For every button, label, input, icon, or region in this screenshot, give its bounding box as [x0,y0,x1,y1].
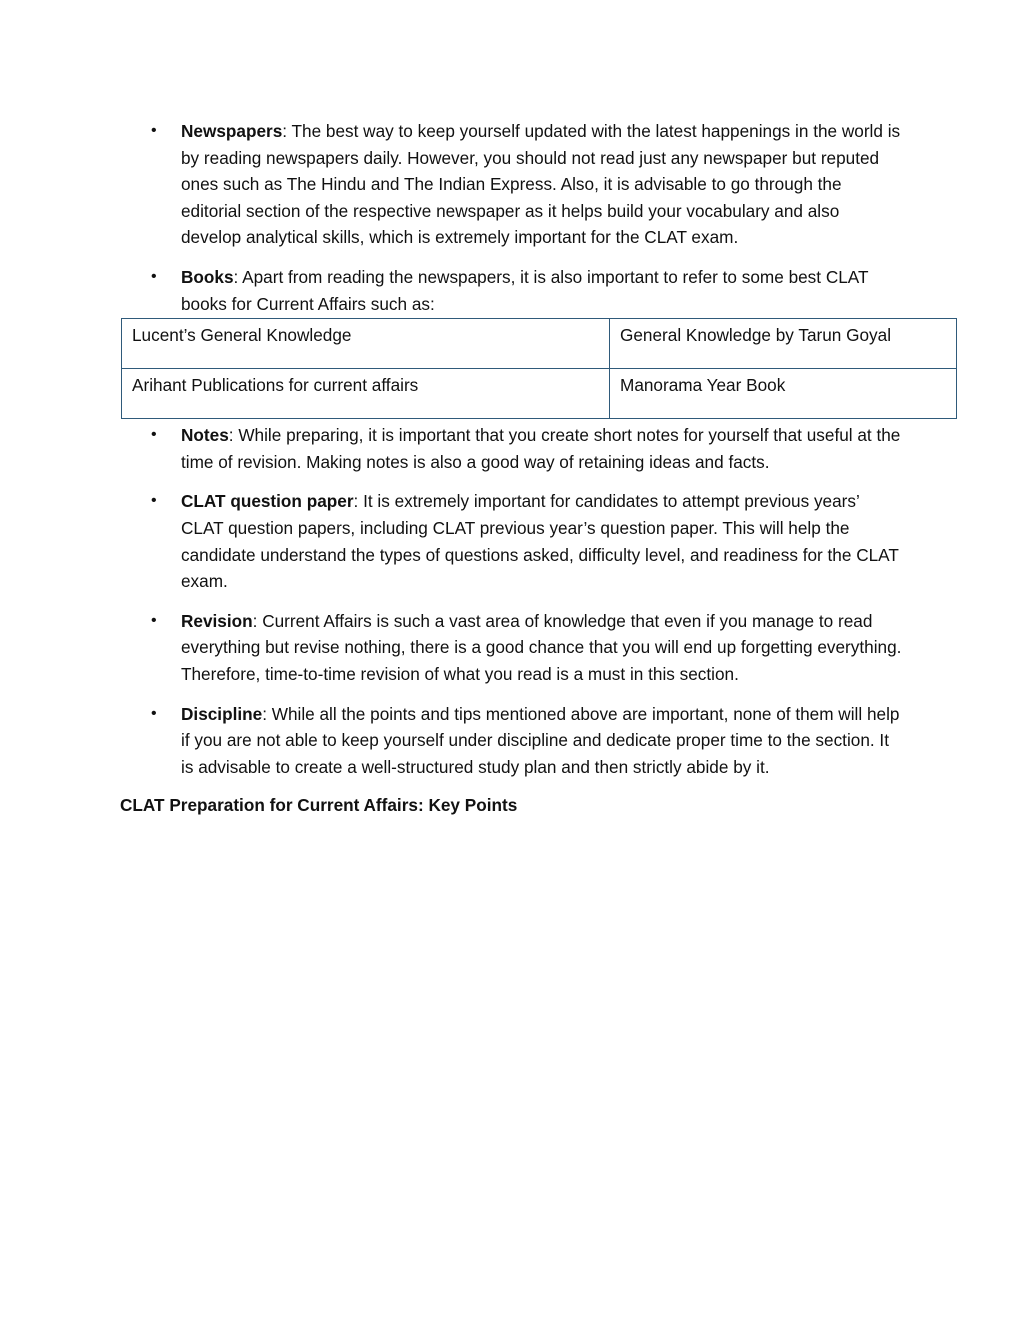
bullet-item-revision [120,608,903,688]
section-heading: CLAT Preparation for Current Affairs: Key Points [120,795,518,816]
bullet-term: Books [181,266,234,287]
bullet-dot-icon: • [151,611,157,629]
bullet-text: : Current Affairs is such a vast area of knowledge that even if you manage to read everything but revise nothing, there is a good chance that you will end up forgetting everything. Therefore, time-to-time revision of what you read is a must in this section. [181,610,902,684]
bullet-dot-icon: • [151,704,157,722]
bullet-term: Notes [181,425,229,446]
bullet-dot-icon: • [151,267,157,285]
bullet-list-bottom [120,422,960,780]
table-cell: Manorama Year Book [610,369,957,419]
books-table [121,318,957,419]
bullet-term: CLAT question paper [181,491,354,512]
bullet-term: Revision [181,610,253,631]
bullet-text: : It is extremely important for candidates to attempt previous years’ CLAT question papers, including CLAT previous year’s question paper. This will help the candidate understand the types of questions asked, difficulty level, and readiness for the CLAT exam. [181,491,899,592]
bullet-dot-icon: • [151,492,157,510]
bullet-list-top [120,118,960,317]
bullet-item-notes [120,422,903,475]
bullet-dot-icon: • [151,122,157,139]
table-cell: General Knowledge by Tarun Goyal [610,319,957,369]
bullet-text: : Apart from reading the newspapers, it is also important to refer to some best CLAT books for Current Affairs such as: [181,266,869,314]
bullet-text: : While all the points and tips mentioned above are important, none of them will help if you are not able to keep yourself under discipline and dedicate proper time to the section. It is advisable to create a well-structured study plan and then strictly abide by it. [181,703,900,777]
table-cell: Lucent’s General Knowledge [122,319,610,369]
bullet-term: Discipline [181,703,263,724]
bullet-text: : While preparing, it is important that you create short notes for yourself that useful at the time of revision. Making notes is also a good way of retaining ideas and facts. [181,425,901,472]
bullet-text: : The best way to keep yourself updated with the latest happenings in the world is by reading newspapers daily. However, you should not read just any newspaper but reputed ones such as The Hindu and The Indian Express. Also, it is advisable to go through the editorial section of the respective newspaper as it helps build your vocabulary and also develop analytical skills, which is extremely important for the CLAT exam. [181,121,901,248]
table-row [122,319,957,369]
bullet-item-question-paper [120,488,903,594]
document-content [120,118,960,819]
bullet-item-newspapers [120,118,903,251]
table-cell: Arihant Publications for current affairs [122,369,610,419]
bullet-item-books [120,264,903,317]
bullet-dot-icon: • [151,426,157,444]
bullet-term: Newspapers [181,121,283,141]
bullet-item-discipline [120,701,903,781]
table-row [122,369,957,419]
